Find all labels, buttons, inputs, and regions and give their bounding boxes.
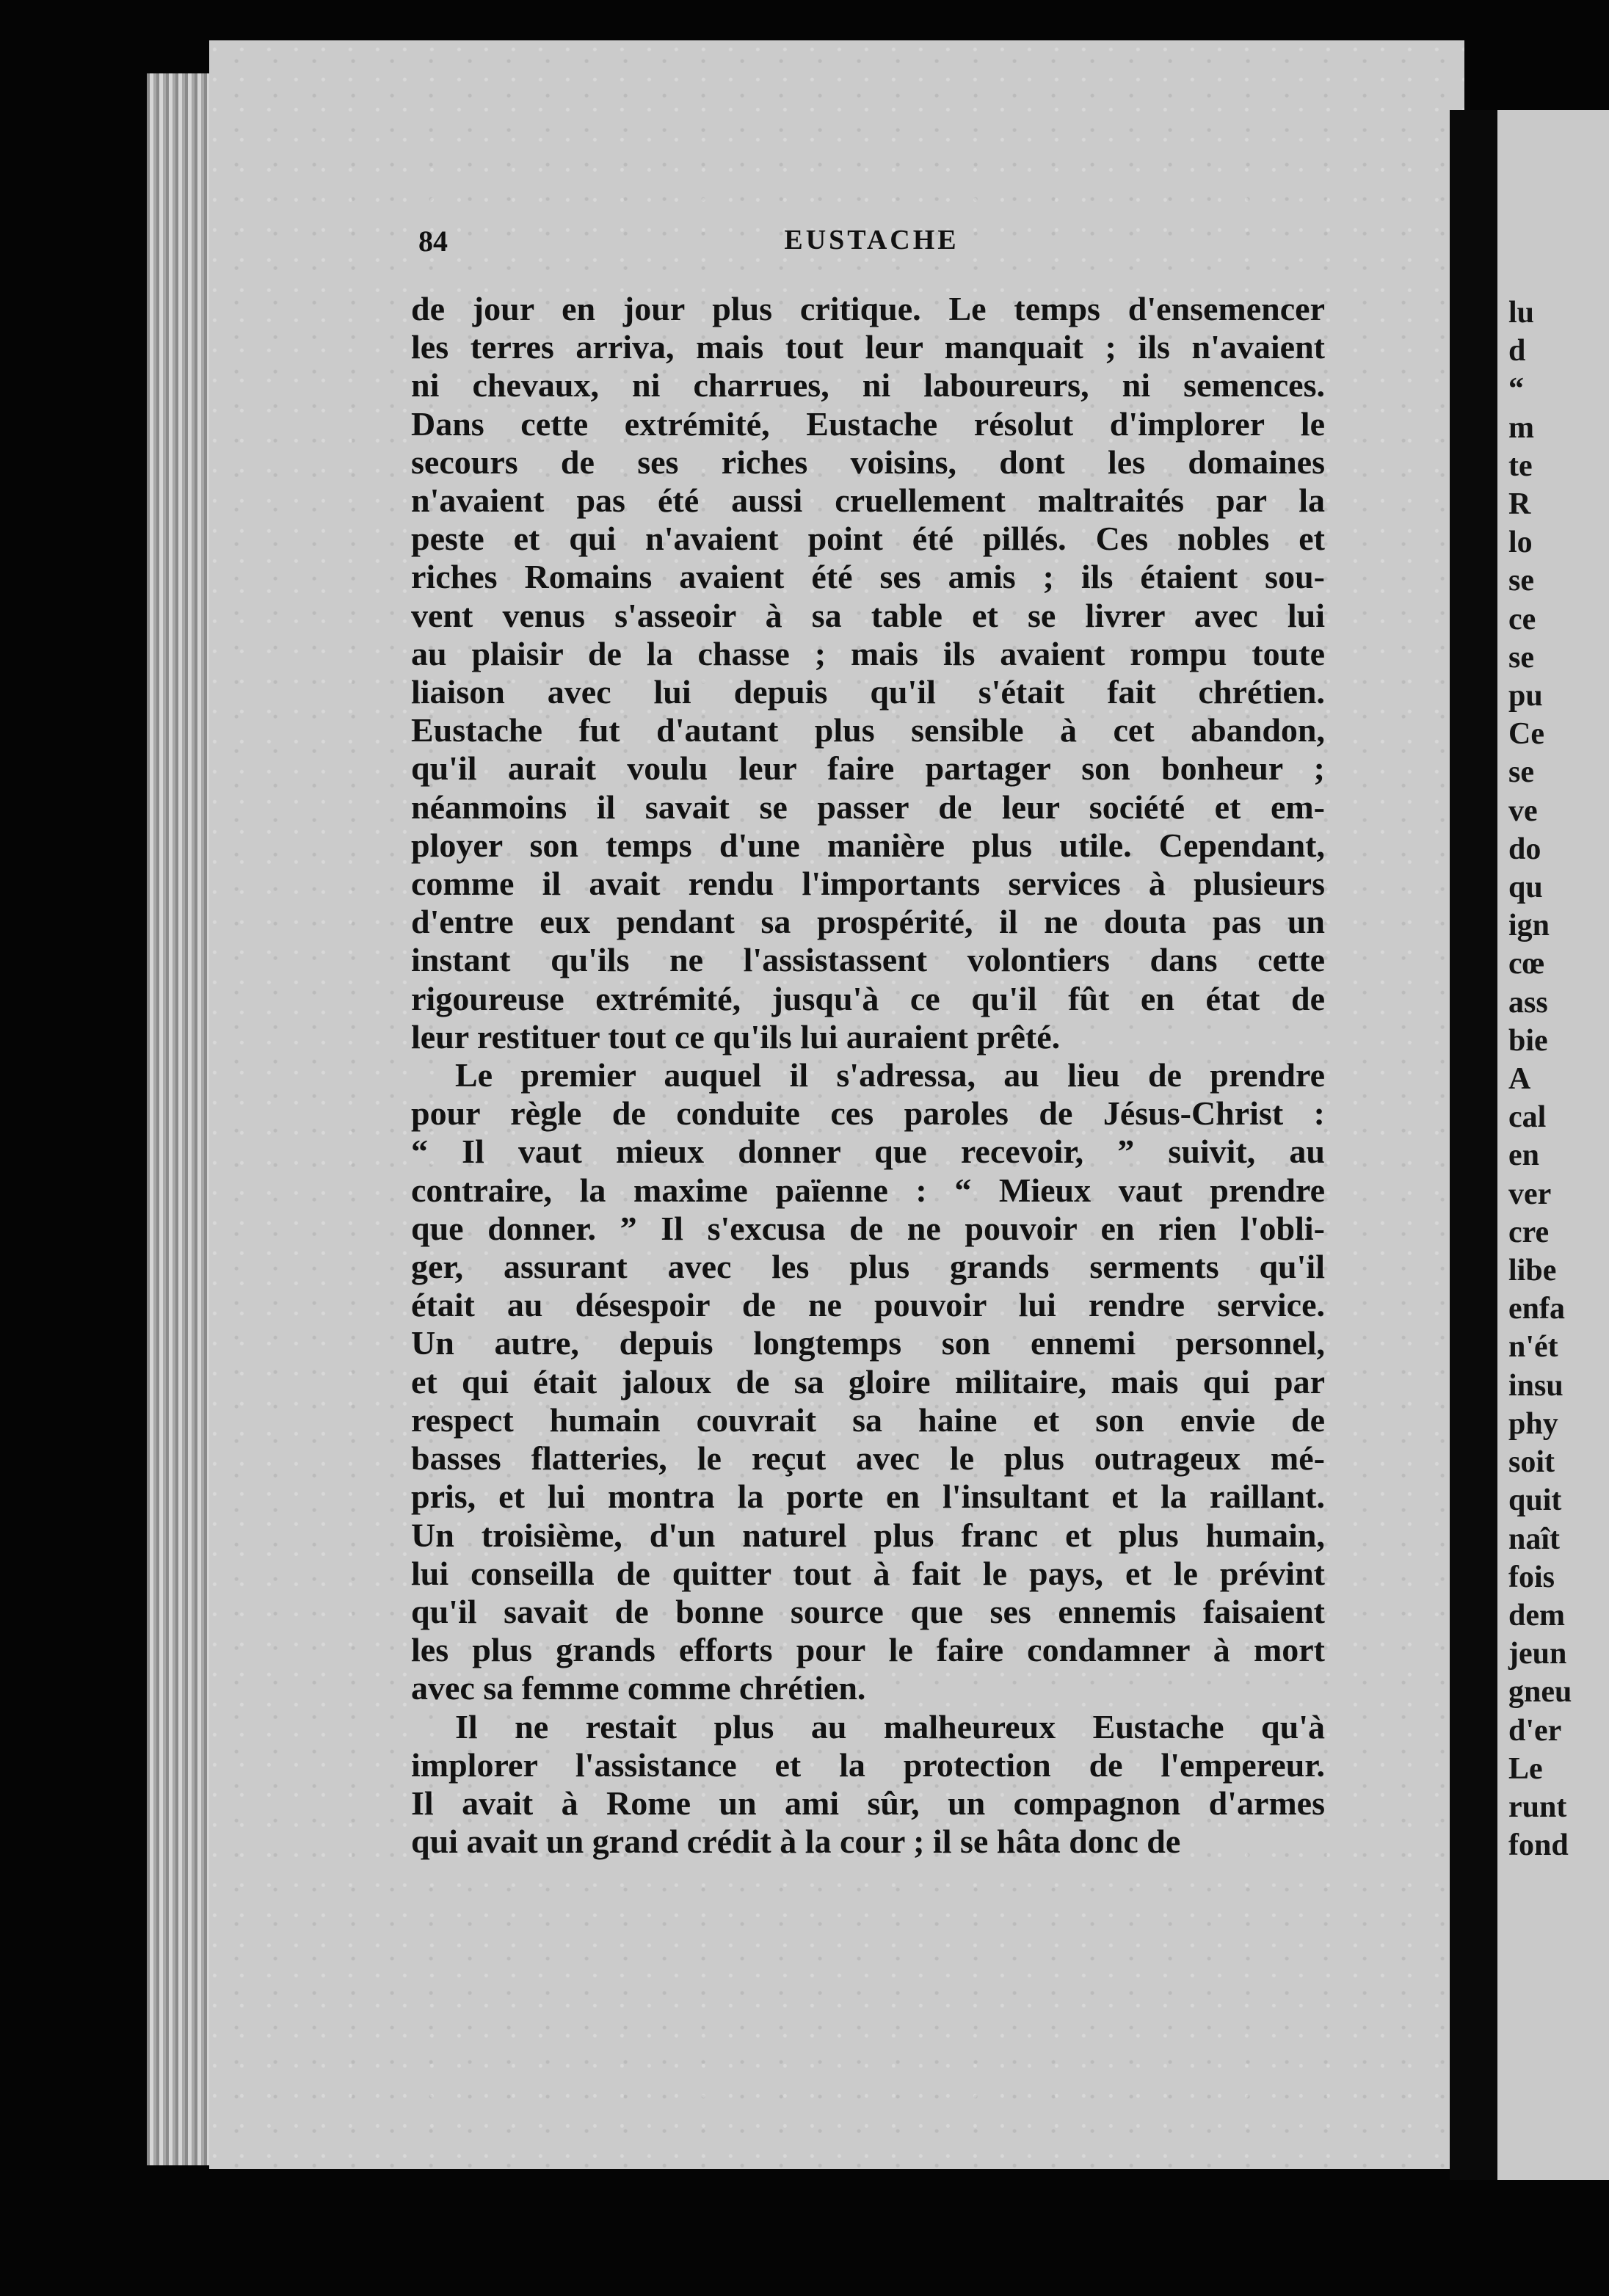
facing-page-fragment: lo xyxy=(1508,526,1533,560)
text-line: Dans cette extrémité, Eustache résolut d'implorer le xyxy=(411,404,1325,443)
text-line: instant qu'ils ne l'assistassent volontiers dans cette xyxy=(411,941,1325,979)
facing-page-fragment: lu xyxy=(1508,296,1535,330)
facing-page-fragment: insu xyxy=(1508,1368,1563,1403)
facing-page-fragment: en xyxy=(1508,1138,1539,1173)
facing-page-fragment: ce xyxy=(1508,602,1536,636)
text-line: Il ne restait plus au malheureux Eustache qu'à xyxy=(455,1707,1325,1745)
facing-page-fragment: m xyxy=(1508,410,1534,445)
text-line: ployer son temps d'une manière plus utile. Cependant, xyxy=(411,826,1325,864)
running-title: EUSTACHE xyxy=(784,225,959,255)
facing-page-fragment: ve xyxy=(1508,793,1538,828)
text-line: comme il avait rendu l'importants services à plusieurs xyxy=(411,865,1325,903)
facing-page-fragment: Ce xyxy=(1508,717,1544,752)
facing-page-fragment: cœ xyxy=(1508,947,1544,981)
facing-page-fragment: cal xyxy=(1508,1100,1547,1135)
text-line: était au désespoir de ne pouvoir lui rendre service. xyxy=(411,1286,1325,1324)
text-line: Un autre, depuis longtemps son ennemi personnel, xyxy=(411,1324,1325,1362)
facing-page-fragment: dem xyxy=(1508,1598,1565,1632)
facing-page-fragment: d'er xyxy=(1508,1713,1562,1748)
facing-page-fragment: Le xyxy=(1508,1751,1543,1786)
text-line: les terres arriva, mais tout leur manquait ; ils n'avaient xyxy=(411,328,1325,366)
facing-page-fragment: libe xyxy=(1508,1254,1557,1288)
facing-page-fragment: phy xyxy=(1508,1406,1558,1441)
text-line: contraire, la maxime païenne : “ Mieux vaut prendre xyxy=(411,1171,1325,1209)
text-line: peste et qui n'avaient point été pillés. Ces nobles et xyxy=(411,520,1325,558)
binding-gutter xyxy=(1450,110,1497,2180)
facing-page-fragment: se xyxy=(1508,564,1534,598)
facing-page-fragment: se xyxy=(1508,755,1534,790)
facing-page-fragment: do xyxy=(1508,832,1541,866)
facing-page-fragment: gneu xyxy=(1508,1675,1572,1710)
facing-page-fragment: A xyxy=(1508,1062,1531,1097)
text-line: basses flatteries, le reçut avec le plus outrageux mé- xyxy=(411,1439,1325,1478)
facing-page-fragment: runt xyxy=(1508,1790,1567,1824)
text-line: qu'il savait de bonne source que ses ennemis faisaient xyxy=(411,1592,1325,1630)
facing-page-fragment: fois xyxy=(1508,1560,1555,1594)
facing-page-fragment: R xyxy=(1508,487,1531,522)
text-line: lui conseilla de quitter tout à fait le pays, et le prévint xyxy=(411,1554,1325,1592)
text-line: implorer l'assistance et la protection de l'empereur. xyxy=(411,1745,1325,1784)
text-line: de jour en jour plus critique. Le temps d'ensemencer xyxy=(411,290,1325,327)
text-line: Le premier auquel il s'adressa, au lieu de prendre xyxy=(455,1056,1325,1094)
facing-page-fragment: ign xyxy=(1508,909,1550,943)
text-line: qu'il aurait voulu leur faire partager son bonheur ; xyxy=(411,749,1325,788)
text-line: au plaisir de la chasse ; mais ils avaient rompu toute xyxy=(411,634,1325,672)
facing-page-fragment: pu xyxy=(1508,679,1543,713)
body-text xyxy=(411,290,1325,1861)
facing-page-fragment: jeun xyxy=(1508,1637,1567,1671)
text-line: secours de ses riches voisins, dont les domaines xyxy=(411,443,1325,481)
text-line: que donner. ” Il s'excusa de ne pouvoir en rien l'obli- xyxy=(411,1209,1325,1247)
text-line: respect humain couvrait sa haine et son envie de xyxy=(411,1401,1325,1439)
text-line: Il avait à Rome un ami sûr, un compagnon d'armes xyxy=(411,1784,1325,1822)
facing-page-fragment: se xyxy=(1508,640,1534,675)
text-line: vent venus s'asseoir à sa table et se livrer avec lui xyxy=(411,596,1325,634)
text-line: et qui était jaloux de sa gloire militaire, mais qui par xyxy=(411,1362,1325,1401)
text-line: leur restituer tout ce qu'ils lui auraient prêté. xyxy=(411,1017,1061,1056)
text-line: ni chevaux, ni charrues, ni laboureurs, ni semences. xyxy=(411,366,1325,404)
text-line: ger, assurant avec les plus grands serments qu'il xyxy=(411,1248,1325,1286)
text-line: rigoureuse extrémité, jusqu'à ce qu'il fût en état de xyxy=(411,979,1325,1017)
facing-page-fragment: ver xyxy=(1508,1177,1552,1211)
facing-page-fragment: quit xyxy=(1508,1483,1562,1518)
text-line: avec sa femme comme chrétien. xyxy=(411,1669,866,1707)
facing-page-fragment: bie xyxy=(1508,1023,1548,1058)
facing-page-fragment: d xyxy=(1508,334,1526,368)
facing-page-fragment: n'ét xyxy=(1508,1330,1558,1365)
text-line: liaison avec lui depuis qu'il s'était fait chrétien. xyxy=(411,673,1325,711)
text-line: les plus grands efforts pour le faire condamner à mort xyxy=(411,1631,1325,1669)
text-line: néanmoins il savait se passer de leur société et em- xyxy=(411,788,1325,826)
text-line: pris, et lui montra la porte en l'insultant et la raillant. xyxy=(411,1478,1325,1516)
facing-page-fragment: enfa xyxy=(1508,1292,1565,1326)
text-line: Eustache fut d'autant plus sensible à cet abandon, xyxy=(411,711,1325,749)
facing-page-fragments xyxy=(1508,294,1572,1864)
facing-page-fragment: naît xyxy=(1508,1522,1561,1556)
text-line: n'avaient pas été aussi cruellement maltraités par la xyxy=(411,482,1325,520)
text-line: pour règle de conduite ces paroles de Jésus-Christ : xyxy=(411,1094,1325,1133)
facing-page-fragment: “ xyxy=(1508,372,1524,407)
facing-page-fragment: cre xyxy=(1508,1215,1550,1249)
facing-page-fragment: soit xyxy=(1508,1445,1555,1480)
text-line: d'entre eux pendant sa prospérité, il ne douta pas un xyxy=(411,903,1325,941)
facing-page-fragment: te xyxy=(1508,448,1533,483)
text-line: “ Il vaut mieux donner que recevoir, ” suivit, au xyxy=(411,1133,1325,1171)
facing-page-fragment: ass xyxy=(1508,985,1548,1020)
text-line: Un troisième, d'un naturel plus franc et plus humain, xyxy=(411,1516,1325,1554)
running-head xyxy=(418,224,1325,268)
text-line: qui avait un grand crédit à la cour ; il se hâta donc de xyxy=(411,1823,1181,1861)
facing-page-fragment: qu xyxy=(1508,871,1543,905)
facing-page-fragment: fond xyxy=(1508,1828,1569,1863)
page-number: 84 xyxy=(418,225,448,258)
text-line: riches Romains avaient été ses amis ; ils étaient sou- xyxy=(411,558,1325,596)
